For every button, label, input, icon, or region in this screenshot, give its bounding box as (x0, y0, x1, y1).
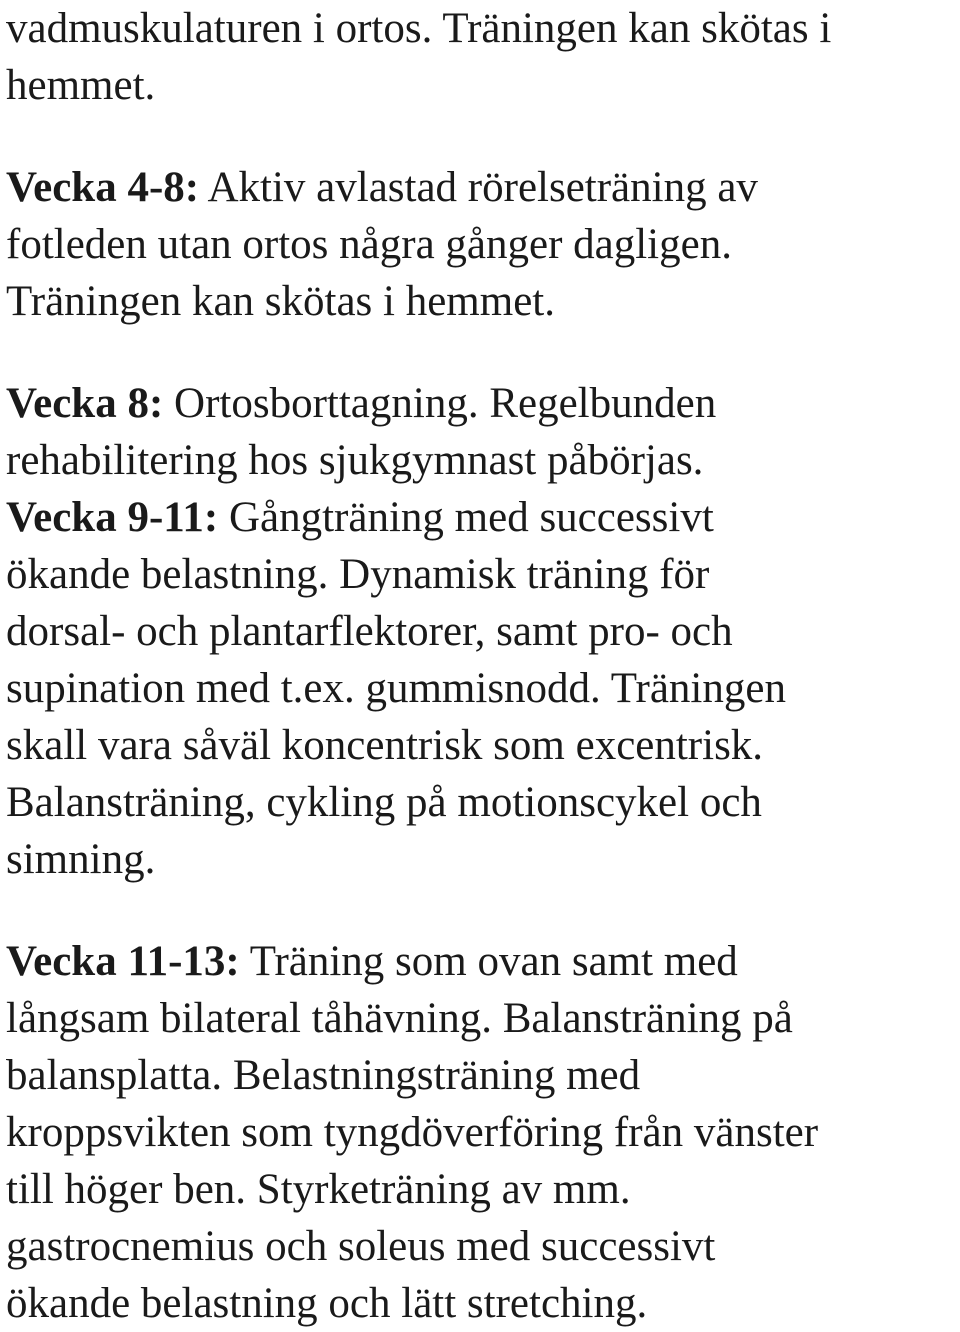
weeks-9-11-paragraph (6, 489, 956, 888)
text-segment: Aktiv avlastad rörelseträning av (199, 164, 758, 211)
document-page (6, 0, 956, 1332)
text-line: ökande belastning. Dynamisk träning för (6, 551, 710, 598)
week-label: Vecka 11-13: (6, 938, 240, 985)
text-line: gastrocnemius och soleus med successivt (6, 1223, 716, 1270)
text-line: dorsal- och plantarflektorer, samt pro- och (6, 608, 733, 655)
week-label: Vecka 4-8: (6, 164, 200, 211)
text-line: Balansträning, cykling på motionscykel och (6, 779, 762, 826)
weeks-4-8-paragraph (6, 159, 956, 330)
text-line: till höger ben. Styrketräning av mm. (6, 1166, 631, 1213)
text-line: skall vara såväl koncentrisk som excentrisk. (6, 722, 764, 769)
week-label: Vecka 9-11: (6, 494, 219, 541)
text-line (6, 375, 956, 432)
text-line: Träningen kan skötas i hemmet. (6, 278, 555, 325)
paragraph-gap (6, 330, 956, 375)
text-line (6, 159, 956, 216)
week-8-paragraph (6, 375, 956, 489)
text-line: ökande belastning och lätt stretching. (6, 1280, 648, 1327)
text-line: långsam bilateral tåhävning. Balansträning på (6, 995, 793, 1042)
text-segment: Träning som ovan samt med (239, 938, 738, 985)
paragraph-gap (6, 114, 956, 159)
text-line: fotleden utan ortos några gånger dagligen. (6, 221, 732, 268)
intro-paragraph (6, 0, 956, 114)
text-line: hemmet. (6, 62, 156, 109)
text-line: balansplatta. Belastningsträning med (6, 1052, 641, 1099)
week-label: Vecka 8: (6, 380, 164, 427)
text-line: supination med t.ex. gummisnodd. Träningen (6, 665, 786, 712)
text-line: rehabilitering hos sjukgymnast påbörjas. (6, 437, 704, 484)
text-segment: Gångträning med successivt (218, 494, 714, 541)
text-line: simning. (6, 836, 156, 883)
text-line (6, 489, 956, 546)
text-line (6, 933, 956, 990)
weeks-11-13-paragraph (6, 933, 956, 1332)
paragraph-gap (6, 888, 956, 933)
text-line: vadmuskulaturen i ortos. Träningen kan skötas i (6, 5, 832, 52)
text-line: kroppsvikten som tyngdöverföring från vänster (6, 1109, 819, 1156)
text-segment: Ortosborttagning. Regelbunden (163, 380, 717, 427)
